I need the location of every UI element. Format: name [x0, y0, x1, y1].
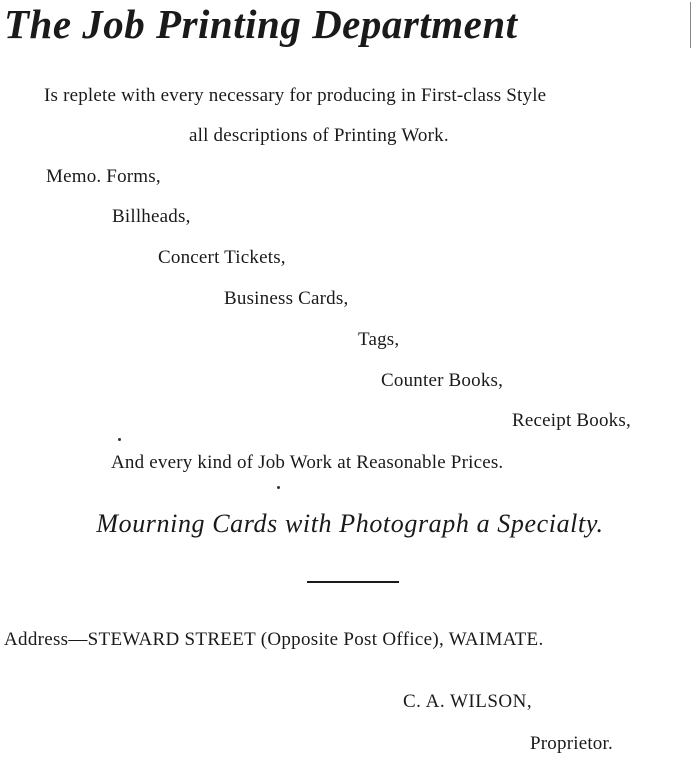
proprietor-title: Proprietor. — [530, 733, 613, 754]
address-line: Address—STEWARD STREET (Opposite Post Office), WAIMATE. — [4, 629, 544, 650]
service-item-concert-tickets: Concert Tickets, — [158, 247, 286, 268]
department-heading: The Job Printing Department — [4, 1, 518, 47]
print-speck — [118, 438, 121, 441]
print-speck — [277, 486, 280, 489]
divider-rule — [307, 581, 399, 583]
service-item-counter-books: Counter Books, — [381, 370, 504, 391]
service-item-memo-forms: Memo. Forms, — [46, 166, 161, 187]
service-item-billheads: Billheads, — [112, 206, 191, 227]
page-edge-mark — [690, 2, 691, 48]
closing-line: And every kind of Job Work at Reasonable Prices. — [111, 452, 504, 473]
service-item-receipt-books: Receipt Books, — [512, 410, 631, 431]
proprietor-name: C. A. WILSON, — [403, 691, 533, 712]
intro-line-1: Is replete with every necessary for producing in First-class Style — [44, 85, 547, 106]
specialty-line: Mourning Cards with Photograph a Specialty. — [96, 509, 604, 538]
intro-line-2: all descriptions of Printing Work. — [189, 125, 449, 146]
service-item-tags: Tags, — [358, 329, 400, 350]
service-item-business-cards: Business Cards, — [224, 288, 349, 309]
